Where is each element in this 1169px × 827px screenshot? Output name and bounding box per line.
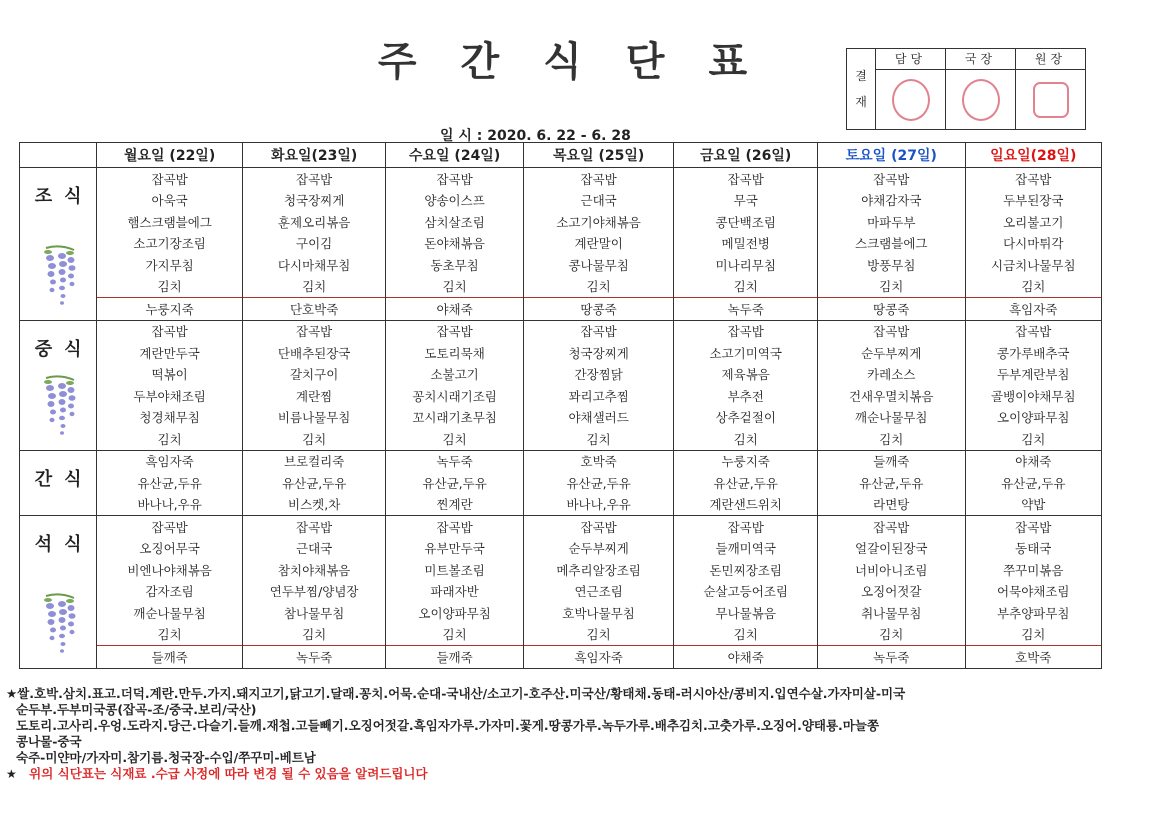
menu-row [20, 581, 1102, 603]
menu-row [20, 407, 1102, 429]
menu-item: 잡곡밥 [674, 168, 818, 190]
approval-col-director: 국장 [946, 49, 1016, 129]
menu-row [20, 342, 1102, 364]
menu-item: 녹두죽 [386, 450, 523, 472]
menu-row [20, 494, 1102, 516]
menu-item: 김치 [97, 624, 243, 646]
meal-name: 간식 [34, 468, 94, 490]
menu-item: 취나물무침 [817, 602, 965, 624]
menu-item: 김치 [965, 624, 1101, 646]
menu-item: 계란만두국 [97, 342, 243, 364]
menu-item: 유부만두국 [386, 538, 523, 560]
menu-item: 양송이스프 [386, 190, 523, 212]
menu-item: 계란찜 [242, 385, 386, 407]
menu-item: 방풍무침 [817, 254, 965, 276]
meal-label-cell [20, 450, 97, 516]
menu-item: 소고기미역국 [674, 342, 818, 364]
menu-item: 제육볶음 [674, 364, 818, 386]
menu-row [20, 211, 1102, 233]
day-header: 화요일(23일) [242, 143, 386, 168]
menu-item: 부추양파무침 [965, 602, 1101, 624]
menu-item: 연두부찜/양념장 [242, 581, 386, 603]
menu-item: 잡곡밥 [97, 168, 243, 190]
menu-item: 카레소스 [817, 364, 965, 386]
menu-item: 김치 [242, 624, 386, 646]
menu-item: 동태국 [965, 538, 1101, 560]
menu-item: 오징어젓갈 [817, 581, 965, 603]
menu-item: 김치 [242, 428, 386, 450]
menu-item: 오리불고기 [965, 211, 1101, 233]
menu-item: 삼치살조림 [386, 211, 523, 233]
origin-note-line: 숙주-미얀마/가자미.참기름.청국장-수입/쭈꾸미-베트남 [16, 750, 316, 765]
origin-note-line: 도토리.고사리.우엉.도라지.당근.다슬기.들깨.재첩.고들빼기.오징어젓갈.흑임자가루.가자미.꽃게.땅콩가루.녹두가루.배추김치.고춧가루.오징어.양태룡.마늘쫑 [16, 718, 880, 733]
menu-item: 유산균,두유 [386, 472, 523, 494]
menu-item: 미트볼조림 [386, 559, 523, 581]
date-range: 일 시 : 2020. 6. 22 - 6. 28 [440, 128, 631, 144]
menu-row [20, 428, 1102, 450]
menu-item: 잡곡밥 [965, 516, 1101, 538]
porridge-row [20, 646, 1102, 669]
menu-item: 잡곡밥 [386, 168, 523, 190]
menu-item: 김치 [97, 276, 243, 298]
origin-note-line: 순두부.두부미국콩(잡곡-조/중국.보리/국산) [16, 702, 257, 717]
menu-item: 연근조림 [523, 581, 674, 603]
menu-item: 김치 [674, 428, 818, 450]
star-icon: ★ [6, 767, 17, 781]
menu-item: 돈민찌장조림 [674, 559, 818, 581]
notice-line [6, 766, 1156, 782]
menu-item: 어묵야채조림 [965, 581, 1101, 603]
seal-stamp-icon [962, 79, 1000, 121]
menu-item: 가지무침 [97, 254, 243, 276]
menu-item: 잡곡밥 [674, 516, 818, 538]
seal-stamp-icon [1033, 82, 1069, 118]
menu-item: 꽈리고추찜 [523, 385, 674, 407]
porridge-item: 녹두죽 [674, 298, 818, 321]
menu-item: 다시마튀각 [965, 233, 1101, 255]
menu-item: 잡곡밥 [97, 516, 243, 538]
menu-item: 오징어무국 [97, 538, 243, 560]
menu-item: 감자조림 [97, 581, 243, 603]
menu-item: 스크램블에그 [817, 233, 965, 255]
menu-item: 김치 [386, 624, 523, 646]
ingredient-origin-notes [6, 686, 1156, 782]
menu-item: 김치 [523, 624, 674, 646]
porridge-item: 흑임자죽 [523, 646, 674, 669]
menu-row [20, 472, 1102, 494]
menu-item: 아욱국 [97, 190, 243, 212]
origin-note-line: ★쌀.호박.삼치.표고.더덕.계란.만두.가지.돼지고기,닭고기.달래.꽁치.어묵.순대-국내산/소고기-호주산.미국산/황태채.동태-러시아산/콩비지.입연수살.가자미살-미국 [6, 686, 906, 701]
porridge-row [20, 298, 1102, 321]
menu-item: 유산균,두유 [242, 472, 386, 494]
menu-item: 잡곡밥 [965, 168, 1101, 190]
menu-item: 김치 [817, 276, 965, 298]
menu-item: 김치 [97, 428, 243, 450]
origin-note-line: 콩나물-중국 [16, 734, 82, 749]
menu-item: 잡곡밥 [242, 168, 386, 190]
menu-item: 김치 [523, 428, 674, 450]
menu-item: 순두부찌게 [523, 538, 674, 560]
menu-item: 꽁치시래기조림 [386, 385, 523, 407]
menu-row [20, 168, 1102, 190]
menu-item: 호박나물무침 [523, 602, 674, 624]
day-header-row [20, 143, 1102, 168]
menu-item: 부추전 [674, 385, 818, 407]
menu-item: 김치 [817, 428, 965, 450]
menu-row [20, 233, 1102, 255]
menu-row [20, 320, 1102, 342]
porridge-item: 땅콩죽 [817, 298, 965, 321]
menu-item: 라면탕 [817, 494, 965, 516]
menu-item: 김치 [523, 276, 674, 298]
approval-col-head: 원장 [1016, 49, 1085, 129]
approval-label: 결 재 [847, 49, 876, 129]
menu-item: 무국 [674, 190, 818, 212]
menu-item: 깨순나물무침 [817, 407, 965, 429]
meal-name: 중식 [34, 338, 94, 360]
menu-item: 잡곡밥 [817, 516, 965, 538]
menu-item: 누룽지죽 [674, 450, 818, 472]
menu-item: 메밀전병 [674, 233, 818, 255]
wisteria-flower-icon [42, 374, 78, 444]
menu-item: 계란샌드위치 [674, 494, 818, 516]
menu-item: 비스켓,차 [242, 494, 386, 516]
seal-stamp-icon [892, 79, 930, 121]
menu-item: 비엔나야채볶음 [97, 559, 243, 581]
menu-item: 청경채무침 [97, 407, 243, 429]
menu-row [20, 364, 1102, 386]
menu-item: 잡곡밥 [386, 320, 523, 342]
menu-item: 갈치구이 [242, 364, 386, 386]
menu-item: 약밥 [965, 494, 1101, 516]
menu-row [20, 602, 1102, 624]
menu-item: 무나물볶음 [674, 602, 818, 624]
menu-item: 참나물무침 [242, 602, 386, 624]
menu-item: 들깨죽 [817, 450, 965, 472]
meal-name: 조식 [34, 186, 94, 207]
menu-item: 참치야채볶음 [242, 559, 386, 581]
menu-item: 두부계란부침 [965, 364, 1101, 386]
menu-item: 김치 [817, 624, 965, 646]
menu-item: 잡곡밥 [965, 320, 1101, 342]
menu-row [20, 385, 1102, 407]
porridge-item: 흑임자죽 [965, 298, 1101, 321]
approval-col-manager: 담당 [876, 49, 946, 129]
menu-item: 햄스크램블에그 [97, 211, 243, 233]
menu-item: 소고기야채볶음 [523, 211, 674, 233]
menu-item: 유산균,두유 [965, 472, 1101, 494]
menu-item: 야채감자국 [817, 190, 965, 212]
menu-item: 잡곡밥 [817, 168, 965, 190]
menu-item: 잡곡밥 [242, 320, 386, 342]
menu-item: 메추리알장조림 [523, 559, 674, 581]
menu-item: 김치 [386, 428, 523, 450]
menu-item: 브로컬리죽 [242, 450, 386, 472]
menu-item: 파래자반 [386, 581, 523, 603]
change-notice: 위의 식단표는 식재료 .수급 사정에 따라 변경 될 수 있음을 알려드립니다 [29, 766, 428, 781]
meal-label-cell [20, 320, 97, 450]
menu-item: 오이양파무침 [386, 602, 523, 624]
menu-item: 동초무침 [386, 254, 523, 276]
menu-item: 구이김 [242, 233, 386, 255]
menu-item: 바나나,우유 [97, 494, 243, 516]
porridge-item: 야채죽 [674, 646, 818, 669]
porridge-item: 누룽지죽 [97, 298, 243, 321]
menu-item: 미나리무침 [674, 254, 818, 276]
menu-item: 계란말이 [523, 233, 674, 255]
menu-item: 콩단백조림 [674, 211, 818, 233]
menu-item: 두부야채조림 [97, 385, 243, 407]
menu-row [20, 624, 1102, 646]
porridge-item: 들깨죽 [386, 646, 523, 669]
porridge-item: 단호박죽 [242, 298, 386, 321]
day-header: 월요일 (22일) [97, 143, 243, 168]
porridge-item: 녹두죽 [817, 646, 965, 669]
menu-item: 유산균,두유 [674, 472, 818, 494]
menu-item: 돈야채볶음 [386, 233, 523, 255]
menu-row [20, 450, 1102, 472]
wisteria-flower-icon [42, 592, 78, 662]
menu-item: 깨순나물무침 [97, 602, 243, 624]
menu-item: 김치 [965, 276, 1101, 298]
menu-item: 콩가루배추국 [965, 342, 1101, 364]
page-title: 주간식단표 [377, 39, 792, 85]
menu-item: 간장찜닭 [523, 364, 674, 386]
menu-item: 소고기장조림 [97, 233, 243, 255]
menu-item: 호박죽 [523, 450, 674, 472]
day-header: 수요일 (24일) [386, 143, 523, 168]
menu-item: 김치 [674, 624, 818, 646]
menu-item: 들깨미역국 [674, 538, 818, 560]
meal-label-cell [20, 168, 97, 321]
weekly-menu-table [19, 142, 1102, 669]
menu-item: 야채죽 [965, 450, 1101, 472]
day-header: 금요일 (26일) [674, 143, 818, 168]
menu-item: 단배추된장국 [242, 342, 386, 364]
menu-item: 김치 [965, 428, 1101, 450]
menu-item: 다시마채무침 [242, 254, 386, 276]
meal-label-cell [20, 516, 97, 669]
wisteria-flower-icon [42, 244, 78, 314]
menu-item: 골뱅이야채무침 [965, 385, 1101, 407]
menu-item: 찐계란 [386, 494, 523, 516]
porridge-item: 호박죽 [965, 646, 1101, 669]
menu-item: 청국장찌게 [242, 190, 386, 212]
menu-item: 마파두부 [817, 211, 965, 233]
menu-item: 너비아니조림 [817, 559, 965, 581]
menu-item: 비름나물무침 [242, 407, 386, 429]
menu-item: 꼬시래기초무침 [386, 407, 523, 429]
approval-box [846, 48, 1086, 130]
menu-item: 잡곡밥 [523, 516, 674, 538]
menu-item: 두부된장국 [965, 190, 1101, 212]
menu-item: 훈제오리볶음 [242, 211, 386, 233]
menu-item: 시금치나물무침 [965, 254, 1101, 276]
day-header-sunday: 일요일(28일) [965, 143, 1101, 168]
menu-item: 쭈꾸미볶음 [965, 559, 1101, 581]
menu-item: 바나나,우유 [523, 494, 674, 516]
menu-row [20, 538, 1102, 560]
menu-row [20, 559, 1102, 581]
porridge-item: 야채죽 [386, 298, 523, 321]
meal-name: 석식 [34, 534, 94, 555]
menu-row [20, 254, 1102, 276]
menu-item: 청국장찌게 [523, 342, 674, 364]
menu-item: 오이양파무침 [965, 407, 1101, 429]
menu-item: 얼갈이된장국 [817, 538, 965, 560]
menu-item: 잡곡밥 [674, 320, 818, 342]
porridge-item: 땅콩죽 [523, 298, 674, 321]
menu-item: 김치 [674, 276, 818, 298]
menu-item: 순살고등어조림 [674, 581, 818, 603]
menu-item: 잡곡밥 [242, 516, 386, 538]
menu-item: 잡곡밥 [523, 168, 674, 190]
menu-item: 근대국 [242, 538, 386, 560]
menu-item: 잡곡밥 [523, 320, 674, 342]
menu-item: 순두부찌게 [817, 342, 965, 364]
menu-item: 근대국 [523, 190, 674, 212]
menu-row [20, 276, 1102, 298]
menu-item: 잡곡밥 [97, 320, 243, 342]
menu-item: 김치 [386, 276, 523, 298]
menu-item: 잡곡밥 [386, 516, 523, 538]
porridge-item: 녹두죽 [242, 646, 386, 669]
menu-item: 도토리묵채 [386, 342, 523, 364]
menu-row [20, 516, 1102, 538]
menu-item: 상추겉절이 [674, 407, 818, 429]
menu-item: 유산균,두유 [97, 472, 243, 494]
menu-item: 잡곡밥 [817, 320, 965, 342]
day-header-saturday: 토요일 (27일) [817, 143, 965, 168]
menu-item: 유산균,두유 [817, 472, 965, 494]
day-header: 목요일 (25일) [523, 143, 674, 168]
menu-item: 김치 [242, 276, 386, 298]
menu-item: 야채샐러드 [523, 407, 674, 429]
menu-item: 소불고기 [386, 364, 523, 386]
menu-row [20, 190, 1102, 212]
menu-item: 건새우멸치볶음 [817, 385, 965, 407]
menu-item: 콩나물무침 [523, 254, 674, 276]
porridge-item: 들깨죽 [97, 646, 243, 669]
menu-item: 떡볶이 [97, 364, 243, 386]
menu-item: 유산균,두유 [523, 472, 674, 494]
menu-item: 흑임자죽 [97, 450, 243, 472]
corner-cell [20, 143, 97, 168]
